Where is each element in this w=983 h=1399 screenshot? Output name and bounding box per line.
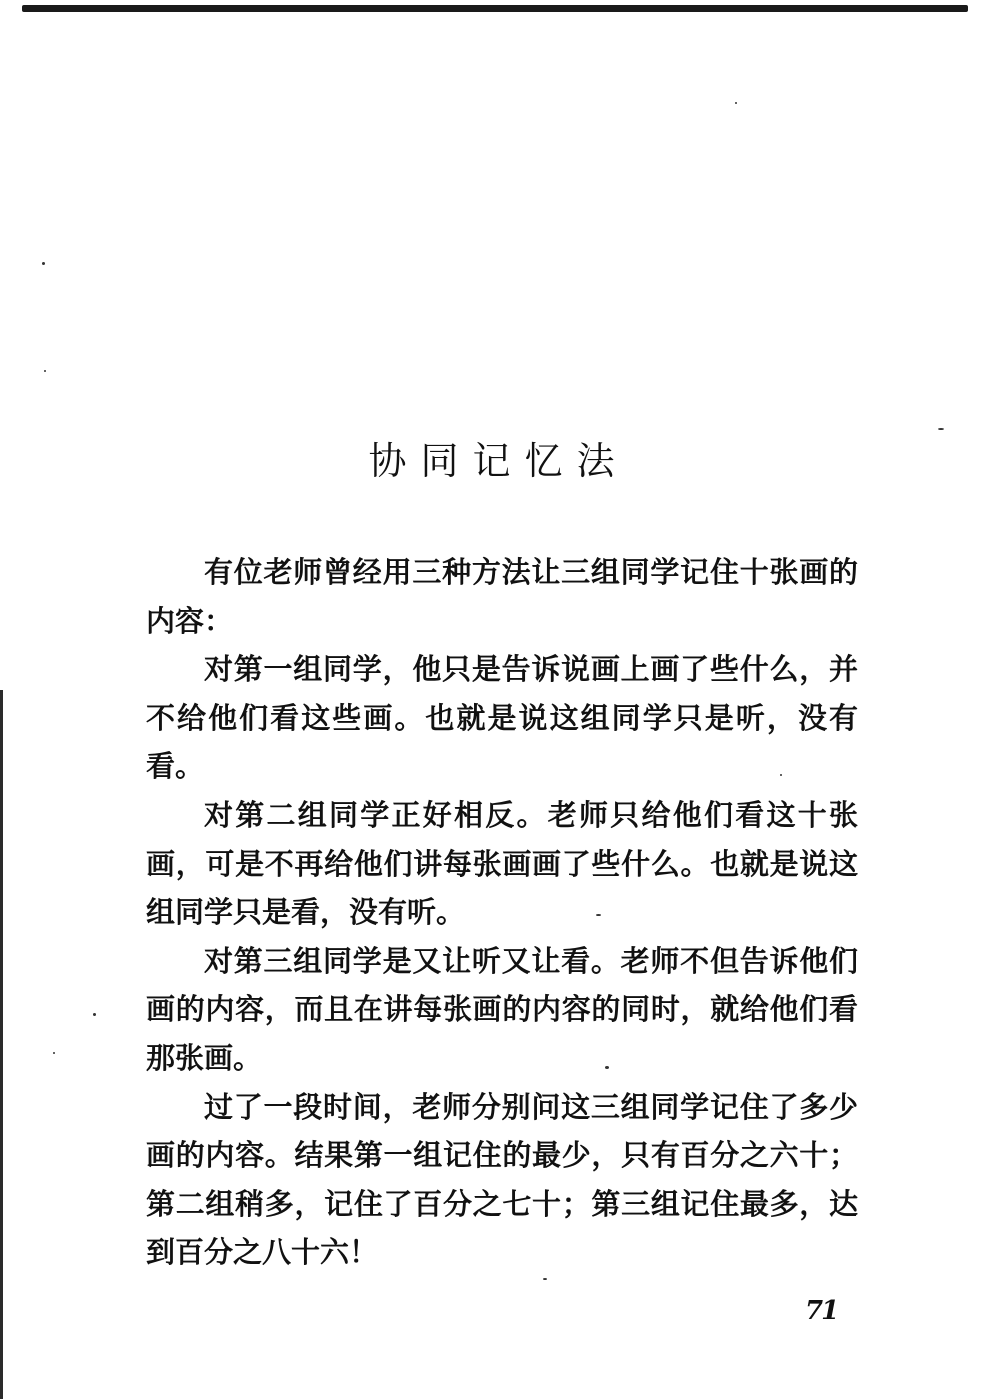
scan-speck: [42, 262, 45, 265]
scan-speck: [938, 428, 944, 430]
scan-speck: [53, 1052, 55, 1054]
top-border-rule: [22, 5, 968, 12]
page-title: 协同记忆法: [368, 439, 629, 484]
scan-speck: [735, 102, 737, 104]
scan-speck: [596, 914, 601, 916]
page-number: 71: [805, 1296, 838, 1326]
paragraph-1: 有位老师曾经用三种方法让三组同学记住十张画的内容：: [146, 555, 858, 638]
left-scan-edge: [0, 690, 3, 1399]
paragraph-2: 对第一组同学，他只是告诉说画上画了些什么，并不给他们看这些画。也就是说这组同学只是听，没有看。: [146, 652, 858, 784]
scan-speck: [605, 1066, 609, 1069]
paragraph-4: 对第三组同学是又让听又让看。老师不但告诉他们画的内容，而且在讲每张画的内容的同时，就给他们看那张画。: [146, 943, 858, 1075]
body-text: [146, 548, 858, 1277]
scan-speck: [44, 370, 46, 372]
paragraph-5: 过了一段时间，老师分别问这三组同学记住了多少画的内容。结果第一组记住的最少，只有百分之六十；第二组稍多，记住了百分之七十；第三组记住最多，达到百分之八十六！: [146, 1089, 858, 1270]
paragraph-3: 对第二组同学正好相反。老师只给他们看这十张画，可是不再给他们讲每张画画了些什么。也就是说这组同学只是看，没有听。: [146, 797, 858, 930]
scan-speck: [543, 1278, 547, 1280]
scan-speck: [93, 1013, 96, 1016]
scan-speck: [780, 774, 782, 776]
